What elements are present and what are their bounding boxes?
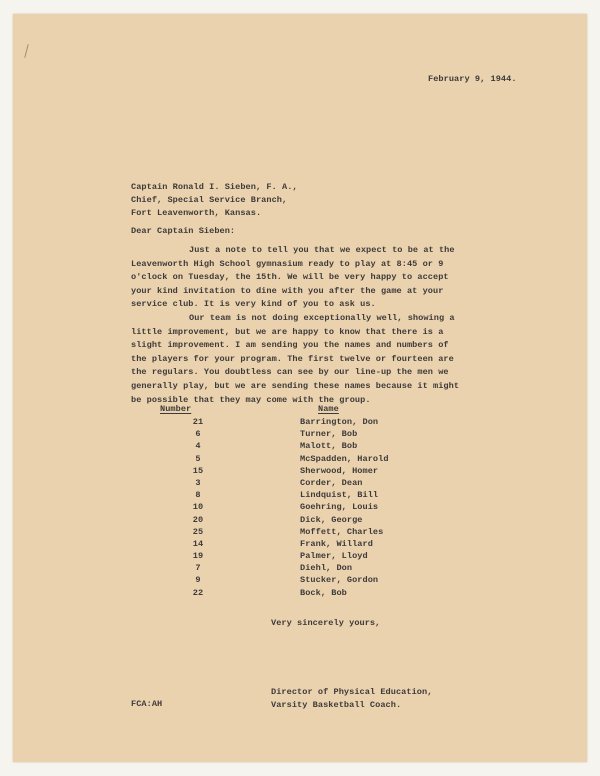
signature-title <box>271 686 432 712</box>
salutation: Dear Captain Sieben: <box>131 226 236 236</box>
roster-row <box>160 501 420 513</box>
paragraph-line: Just a note to tell you that we expect to be at the <box>189 245 455 255</box>
paragraph-line: generally play, but we are sending these names because it might <box>131 380 460 391</box>
player-name: Palmer, Lloyd <box>300 551 368 562</box>
player-number: 4 <box>195 441 201 452</box>
player-number: 14 <box>192 538 204 549</box>
player-name: Frank, Willard <box>300 538 373 549</box>
player-number: 10 <box>192 502 204 513</box>
roster-row <box>160 477 420 489</box>
paragraph-line: Our team is not doing exceptionally well, showing a <box>189 313 455 323</box>
paragraph-line: Leavenworth High School gymnasium ready to play at 8:45 or 9 <box>131 258 444 269</box>
paragraph-line: the regulars. You doubtless can see by our line-up the men we <box>131 367 449 378</box>
number-column-header: Number <box>160 404 192 414</box>
recipient-line: Captain Ronald I. Sieben, F. A., <box>131 182 298 192</box>
paragraph-line: the players for your program. The first twelve or fourteen are <box>131 353 454 364</box>
roster-row <box>160 526 420 538</box>
player-number: 3 <box>195 477 201 488</box>
letter-date: February 9, 1944. <box>428 74 517 84</box>
name-column-header: Name <box>318 404 339 414</box>
player-name: Malott, Bob <box>300 441 358 452</box>
roster-row <box>160 562 420 574</box>
player-name: McSpadden, Harold <box>300 453 389 464</box>
player-number: 8 <box>195 490 201 501</box>
roster-row <box>160 538 420 550</box>
player-number: 7 <box>195 563 201 574</box>
roster-row <box>160 428 420 440</box>
roster-row <box>160 489 420 501</box>
paragraph-line: little improvement, but we are happy to know that there is a <box>131 326 444 337</box>
player-name: Corder, Dean <box>300 477 363 488</box>
player-name: Goehring, Louis <box>300 502 379 513</box>
typist-initials: FCA:AH <box>131 699 163 709</box>
player-name: Stucker, Gordon <box>300 575 379 586</box>
player-number: 22 <box>192 587 204 598</box>
paragraph-2 <box>131 312 459 407</box>
paragraph-line: service club. It is very kind of you to ask us. <box>131 299 376 310</box>
roster-row <box>160 514 420 526</box>
player-number: 21 <box>192 417 204 427</box>
player-name: Bock, Bob <box>300 587 347 598</box>
roster-header <box>160 404 420 416</box>
roster-row <box>160 587 420 599</box>
paragraph-line: be possible that they may come with the group. <box>131 394 371 405</box>
player-name: Turner, Bob <box>300 429 358 440</box>
player-number: 25 <box>192 526 204 537</box>
roster-row <box>160 574 420 586</box>
player-number: 15 <box>192 465 204 476</box>
roster-rows <box>160 416 420 599</box>
recipient-line: Chief, Special Service Branch, <box>131 195 288 205</box>
paragraph-line: o'clock on Tuesday, the 15th. We will be very happy to accept <box>131 272 449 283</box>
roster-row <box>160 550 420 562</box>
player-name: Diehl, Don <box>300 563 353 574</box>
player-number: 5 <box>195 453 201 464</box>
recipient-line: Fort Leavenworth, Kansas. <box>131 208 262 218</box>
roster-row <box>160 465 420 477</box>
player-name: Barrington, Don <box>300 417 379 427</box>
signature-line: Director of Physical Education, <box>271 687 433 697</box>
player-number: 6 <box>195 429 201 440</box>
paragraph-1 <box>131 244 455 312</box>
player-roster <box>160 404 420 599</box>
player-name: Lindquist, Bill <box>300 490 379 501</box>
recipient-address <box>131 181 298 220</box>
player-name: Dick, George <box>300 514 363 525</box>
closing: Very sincerely yours, <box>271 618 381 628</box>
paragraph-line: your kind invitation to dine with you after the game at your <box>131 285 444 296</box>
player-name: Moffett, Charles <box>300 526 384 537</box>
signature-line: Varsity Basketball Coach. <box>271 700 402 710</box>
roster-row <box>160 416 420 428</box>
player-name: Sherwood, Homer <box>300 465 379 476</box>
player-number: 19 <box>192 551 204 562</box>
roster-row <box>160 453 420 465</box>
roster-row <box>160 440 420 452</box>
player-number: 20 <box>192 514 204 525</box>
paragraph-line: slight improvement. I am sending you the names and numbers of <box>131 340 449 351</box>
player-number: 9 <box>195 575 201 586</box>
